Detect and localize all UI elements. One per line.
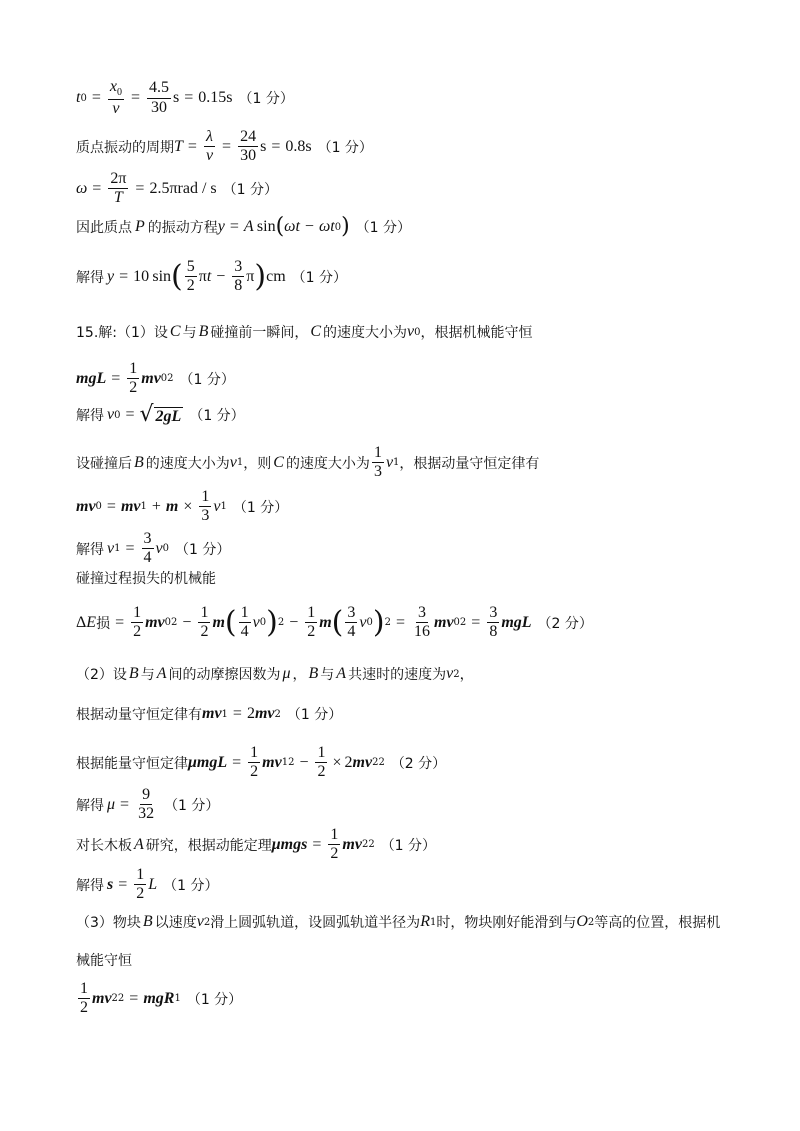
score-label: （1 分） (232, 499, 289, 516)
equation-y-solution: 解得 y = 10 sin ( $\frac{5}{2}$ π t − $\frac{3}{8}$ π ) cm （1 分） (76, 258, 347, 295)
score-label: （1 分） (238, 91, 294, 108)
equation-energy-3: $\frac{1}{2}$ mv 2 2 = mgR 1 （1 分） (80, 980, 243, 1017)
score-label: （1 分） (175, 541, 231, 558)
part-3-intro: （3）物块 B 以速度 v 2 滑上圆弧轨道，设圆弧轨道半径为 R 1 时，物块刚好能滑到与 O 2 等高的位置，根据机 (76, 913, 721, 931)
equation-mu: 解得 μ = $\frac{9}{32}$ （1 分） (76, 786, 220, 823)
score-label: （2 分） (390, 755, 447, 772)
equation-momentum-2: 根据动量守恒定律有 mv 1 = 2 mv 2 （1 分） (76, 705, 343, 723)
score-label: （1 分） (355, 220, 412, 236)
collision-setup: 设碰撞后 B 的速度大小为 v 1 ，则 C 的速度大小为 $\frac{1}{3}$ v 1 ，根据动量守恒定律有 (76, 444, 540, 481)
score-label: （1 分） (222, 181, 278, 198)
equation-vibration: 因此质点 P 的振动方程 y = A sin ( ωt − ωt 0 ) （1 分） (76, 214, 412, 239)
line-prefix: 质点振动的周期 (76, 139, 174, 156)
equation-momentum: mv 0 = mv 1 + m × $\frac{1}{3}$ v 1 （1 分） (76, 488, 289, 525)
score-label: （1 分） (189, 408, 245, 424)
score-label: （1 分） (286, 707, 343, 723)
score-label: （1 分） (317, 139, 373, 156)
equation-energy-2: 根据能量守恒定律 μmgL = $\frac{1}{2}$ mv 1 2 − $\frac{1}{2}$ × 2 mv 2 2 （2 分） (76, 744, 447, 781)
equation-t0: t 0 = $\frac{x_0}{v}$ = $\frac{4.5}{30}$ s = 0.15s （1 分） (76, 78, 294, 117)
score-label: （1 分） (291, 269, 347, 286)
equation-omega: ω = $\frac{2\pi}{T}$ = 2.5πrad / s （1 分） (76, 170, 278, 207)
part-2-intro: （2）设 B 与 A 间的动摩擦因数为 μ ， B 与 A 共速时的速度为 v 2 ， (76, 665, 474, 683)
equation-energy: mgL = $\frac{1}{2}$ mv 0 2 （1 分） (76, 360, 235, 397)
energy-loss-heading: 碰撞过程损失的机械能 (76, 571, 216, 587)
score-label: （1 分） (179, 371, 235, 388)
equation-v0: 解得 v 0 = √ 2gL （1 分） (76, 402, 245, 427)
score-label: （1 分） (164, 797, 220, 814)
problem-15-intro: 15.解:（1）设 C 与 B 碰撞前一瞬间， C 的速度大小为 v 0 ，根据机械能守恒 (76, 323, 533, 341)
equation-period: 质点振动的周期 T = $\frac{\lambda}{v}$ = $\frac{24}{30}$ s = 0.8s （1 分） (76, 128, 373, 165)
score-label: （2 分） (537, 615, 593, 632)
part-3-continued: 械能守恒 (76, 953, 132, 969)
equation-energy-loss: Δ E 损 = $\frac{1}{2}$ mv 0 2 − $\frac{1}{2}$ m ( $\frac{1}{4}$ v 0 ) 2 − $\frac{1}{2}$ m ( $\frac{3}{4}$ v 0 ) 2 = $\frac{3}{16}$ mv 0 2 = $\frac{3}{8}$ mgL （2 分） (76, 604, 593, 641)
equation-v1: 解得 v 1 = $\frac{3}{4}$ v 0 （1 分） (76, 530, 231, 567)
score-label: （1 分） (163, 877, 219, 894)
equation-work-energy: 对长木板 A 研究，根据动能定理 μmgs = $\frac{1}{2}$ mv 2 2 （1 分） (76, 826, 437, 863)
equation-s: 解得 s = $\frac{1}{2}$ L （1 分） (76, 866, 219, 903)
score-label: （1 分） (186, 991, 243, 1008)
score-label: （1 分） (380, 837, 437, 854)
